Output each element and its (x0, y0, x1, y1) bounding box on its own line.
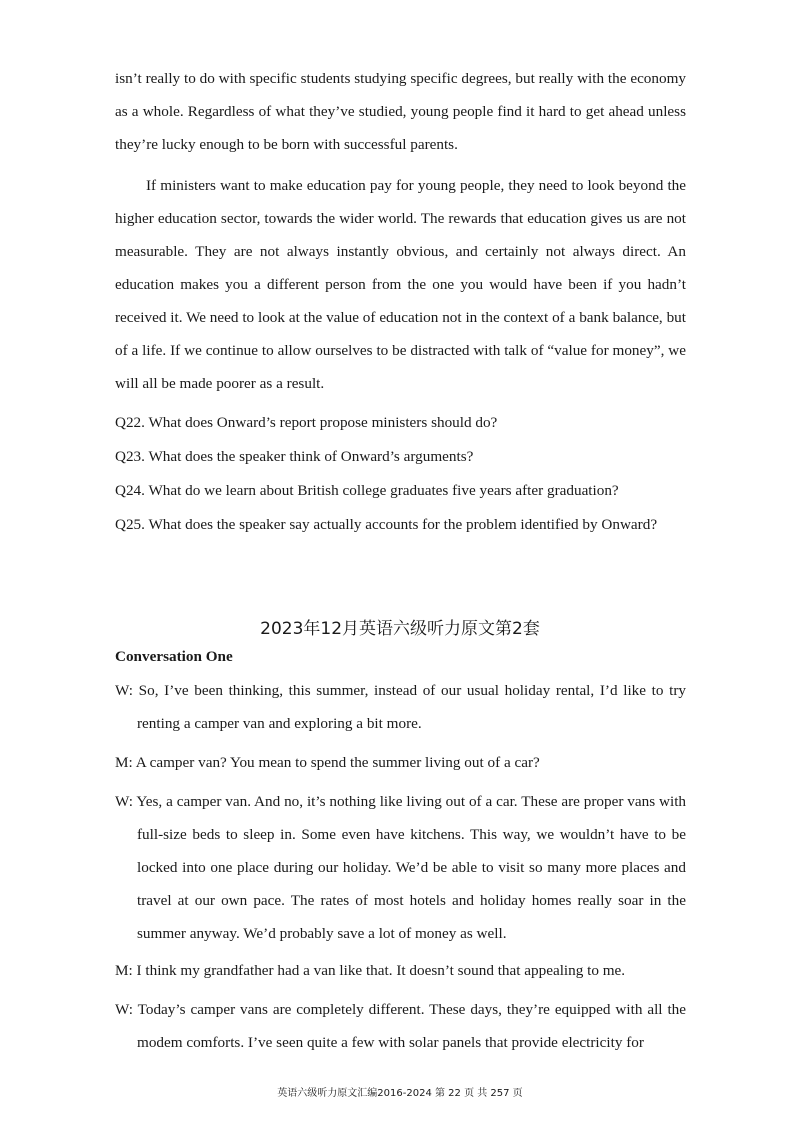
question-q24: Q24. What do we learn about British college graduates five years after graduation? (115, 482, 619, 499)
speaker-label: W: (115, 793, 133, 810)
dialogue-text: I think my grandfather had a van like that. It doesn’t sound that appealing to me. (136, 962, 626, 979)
dialogue-text: Yes, a camper van. And no, it’s nothing like living out of a car. These are proper vans with full-size beds to sleep in. Some even have kitchens. This way, we wouldn’t have to be locked into one place during our holiday. We’d be able to visit so many more places and travel at our own pace. The rates of most hotels and holiday homes really soar in the summer anyway. We’d probably save a lot of money as well. (136, 793, 687, 942)
passage-paragraph-1: isn’t really to do with specific students studying specific degrees, but really with the economy as a whole. Regardless of what they’ve studied, young people find it hard to get ahead unless they’re lucky enough to be born with successful parents. (115, 70, 686, 153)
question-q22: Q22. What does Onward’s report propose ministers should do? (115, 414, 498, 431)
dialogue-turn (115, 993, 686, 1059)
dialogue-turn (115, 746, 686, 779)
section-title: 2023年12月英语六级听力原文第2套 (260, 619, 540, 639)
passage-paragraph-2: If ministers want to make education pay for young people, they need to look beyond the higher education sector, towards the wider world. The rewards that education gives us are not measurable. They are not always instantly obvious, and certainly not always direct. An education makes you a different person from the one you would have been if you hadn’t received it. We need to look at the value of education not in the context of a bank balance, but of a life. If we continue to allow ourselves to be distracted with talk of “value for money”, we will all be made poorer as a result. (115, 177, 686, 392)
dialogue-turn (115, 785, 686, 950)
page-footer: 英语六级听力原文汇编2016-2024 第 22 页 共 257 页 (277, 1088, 523, 1099)
speaker-label: W: (115, 682, 133, 699)
dialogue-text: A camper van? You mean to spend the summer living out of a car? (135, 754, 540, 771)
speaker-label: M: (115, 754, 133, 771)
dialogue-text: Today’s camper vans are completely different. These days, they’re equipped with all the modem comforts. I’ve seen quite a few with solar panels that provide electricity for (137, 1001, 686, 1051)
speaker-label: W: (115, 1001, 133, 1018)
speaker-label: M: (115, 962, 133, 979)
dialogue-turn (115, 954, 686, 987)
question-q23: Q23. What does the speaker think of Onward’s arguments? (115, 448, 474, 465)
question-q25: Q25. What does the speaker say actually accounts for the problem identified by Onward? (115, 516, 658, 533)
dialogue-turn (115, 674, 686, 740)
dialogue-text: So, I’ve been thinking, this summer, instead of our usual holiday rental, I’d like to try renting a camper van and exploring a bit more. (137, 682, 686, 732)
conversation-heading: Conversation One (115, 648, 233, 665)
